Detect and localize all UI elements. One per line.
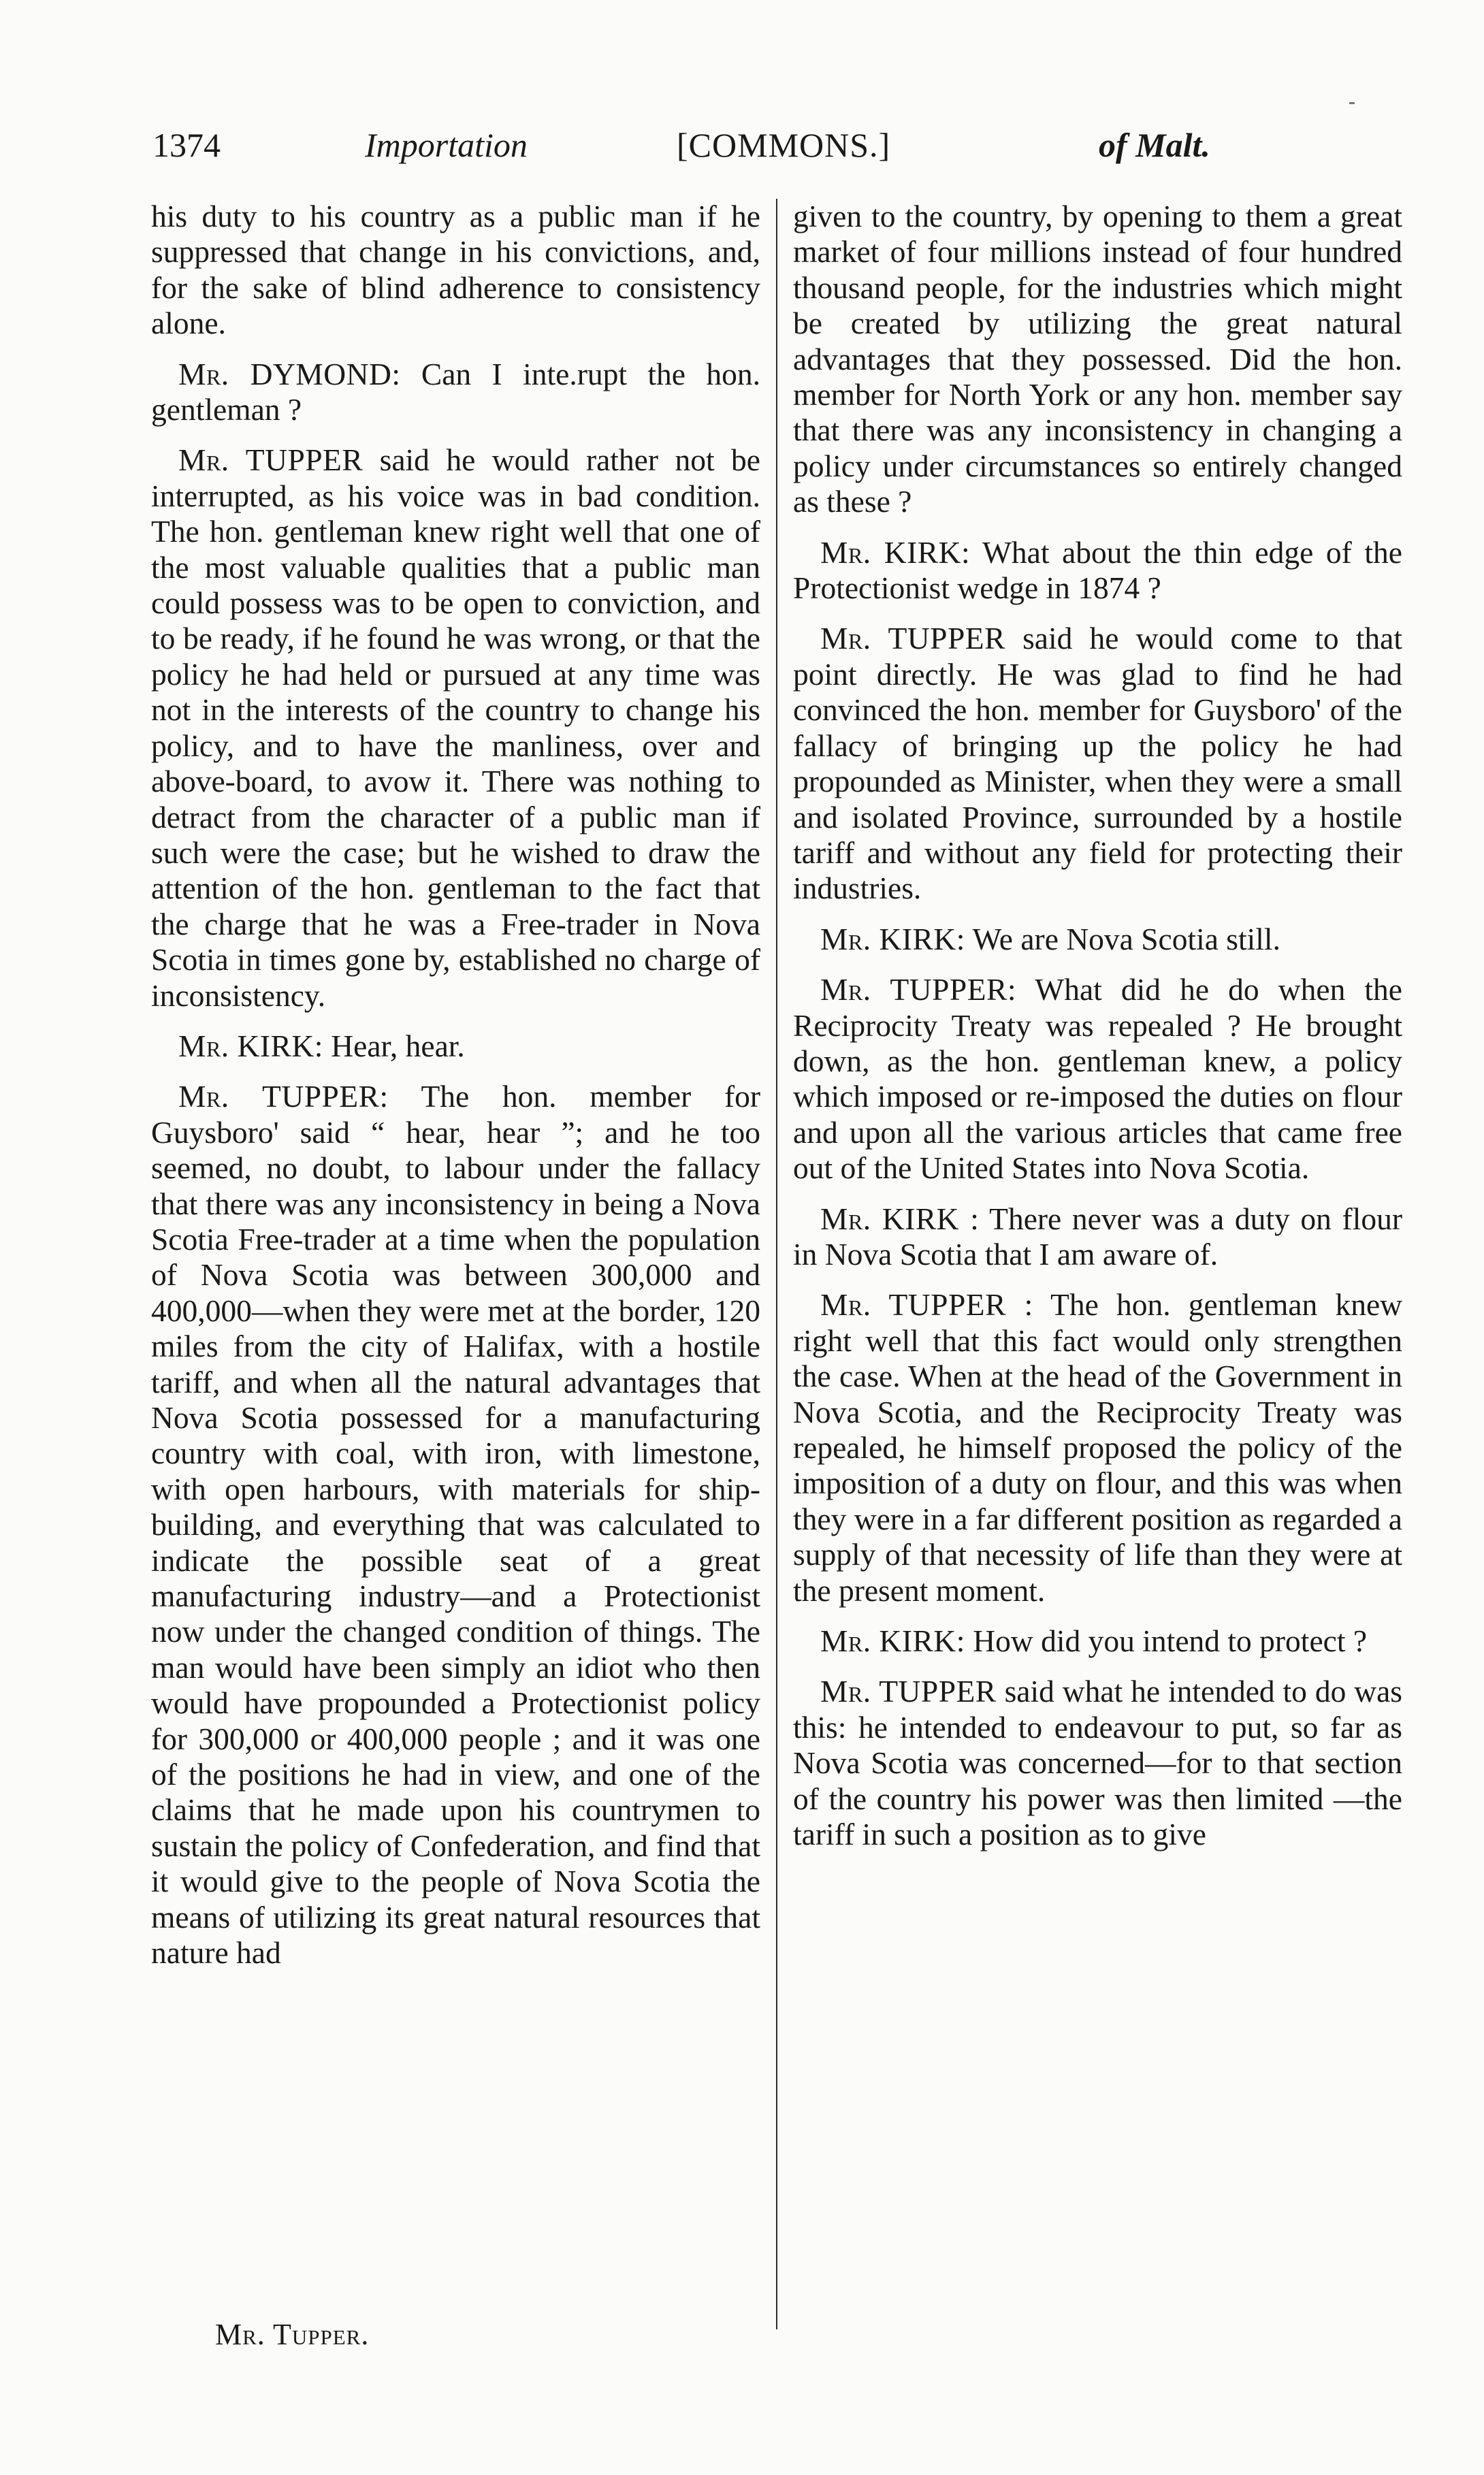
speaker-name: Mr. TUPPER (178, 442, 364, 478)
paragraph (151, 199, 760, 342)
speaker-name: Mr. DYMOND: (178, 356, 401, 391)
header-left-title: Importation (365, 126, 528, 164)
paragraph (151, 357, 760, 428)
paragraph-text: given to the country, by opening to them a great market of four millions instead of four hundred thousand people, for the industries which might be created by utilizing the great natural advantages that they possessed. Did the hon. member for North York or any hon. member say that there was any inconsistency in changing a policy under circumstances so entirely changed as these ? (793, 199, 1402, 519)
header-center-title: [COMMONS.] (677, 126, 891, 164)
paragraph-text: We are Nova Scotia still. (965, 921, 1280, 956)
speaker-name: Mr. KIRK: (820, 534, 971, 570)
paragraph (793, 922, 1402, 957)
right-column (793, 199, 1402, 1867)
paragraph-text: said he would come to that point directly. He was glad to find he had convinced the hon. member for Guysboro' of the fallacy of bringing up the policy he had propounded as Minister, when they were a small and isolated Province, surrounded by a hostile tariff and without any field for protecting their industries. (793, 621, 1402, 906)
paragraph (793, 1287, 1402, 1608)
paragraph-text: Can I inte.rupt the hon. gentleman ? (151, 356, 760, 427)
paragraph (793, 621, 1402, 906)
paragraph (793, 199, 1402, 520)
paragraph (793, 535, 1402, 606)
paragraph-text: There never was a duty on flour in Nova Scotia that I am aware of. (793, 1201, 1402, 1272)
paragraph (151, 442, 760, 1014)
page-number: 1374 (152, 126, 221, 164)
paragraph-text: said what he intended to do was this: he intended to endeavour to put, so far as Nova Scotia was concerned—for to that section of the country his power was then limited —the tariff in such a position as to give (793, 1674, 1402, 1852)
running-header (152, 121, 1242, 176)
paragraph-text: said he would rather not be interrupted, as his voice was in bad condition. The hon. gentleman knew right well that one of the most valuable qualities that a public man could possess was to be open to conviction, and to be ready, if he found he was wrong, or that the policy he had held or pursued at any time was not in the interests of the country to change his policy, and to have the manliness, over and above-board, to avow it. There was nothing to detract from the character of a public man if such were the case; but he wished to draw the attention of the hon. gentleman to the fact that the charge that he was a Free-trader in Nova Scotia in times gone by, established no charge of inconsistency. (151, 442, 760, 1013)
paragraph (793, 1201, 1402, 1273)
paragraph-text: What did he do when the Reciprocity Treaty was repealed ? He brought down, as the hon. gentleman knew, a policy which imposed or re-imposed the duties on flour and upon all the various articles that came free out of the United States into Nova Scotia. (793, 972, 1402, 1186)
column-divider (776, 199, 777, 2329)
paragraph (793, 972, 1402, 1186)
paragraph (151, 1029, 760, 1064)
speaker-name: Mr. KIRK: (820, 921, 965, 956)
speaker-name: Mr. KIRK: (820, 1623, 965, 1659)
speaker-name: Mr. KIRK: (178, 1028, 323, 1063)
paragraph-text: What about the thin edge of the Protectionist wedge in 1874 ? (793, 534, 1402, 606)
paragraph-text: How did you intend to protect ? (965, 1623, 1368, 1659)
speaker-name: Mr. TUPPER: (178, 1079, 389, 1114)
speaker-name: Mr. TUPPER (820, 1674, 997, 1709)
paragraph-text: The hon. gentleman knew right well that this fact would only strengthen the case. When at the head of the Government in Nova Scotia, and the Reciprocity Treaty was repealed, he himself proposed the policy of the imposition of a duty on flour, and this was when they were in a far different position as regarded a supply of that necessity of life than they were at the present moment. (793, 1287, 1402, 1608)
left-column (151, 199, 760, 1986)
paragraph-text: Hear, hear. (323, 1028, 465, 1063)
paragraph-text: The hon. member for Guysboro' said “ hear, hear ”; and he too seemed, no doubt, to labour under the fallacy that there was any inconsistency in being a Nova Scotia Free-trader at a time when the population of Nova Scotia was between 300,000 and 400,000—when they were met at the border, 120 miles from the city of Halifax, with a hostile tariff, and when all the natural advantages that Nova Scotia possessed for a manufacturing country with coal, with iron, with limestone, with open harbours, with materials for ship-building, and everything that was calculated to indicate the possible seat of a great manufacturing industry—and a Protectionist now under the changed condition of things. The man would have been simply an idiot who then would have propounded a Protectionist policy for 300,000 or 400,000 people ; and it was one of the positions he had in view, and one of the claims that he made upon his countrymen to sustain the policy of Confederation, and find that it would give to the people of Nova Scotia the means of utilizing its great natural resources that nature had (151, 1079, 761, 1971)
speaker-name: Mr. TUPPER (820, 621, 1005, 656)
speaker-name: Mr. TUPPER: (820, 972, 1016, 1007)
paragraph-text: his duty to his country as a public man if he suppressed that change in his convictions, and, for the sake of blind adherence to consistency alone. (151, 199, 760, 341)
catchword: Mr. Tupper. (215, 2318, 370, 2351)
scan-speck (1349, 102, 1355, 104)
paragraph (793, 1674, 1402, 1852)
paragraph (151, 1079, 760, 1971)
header-right-title: of Malt. (1099, 126, 1210, 164)
paragraph (793, 1623, 1402, 1659)
speaker-name: Mr. TUPPER : (820, 1287, 1033, 1323)
speaker-name: Mr. KIRK : (820, 1201, 980, 1236)
